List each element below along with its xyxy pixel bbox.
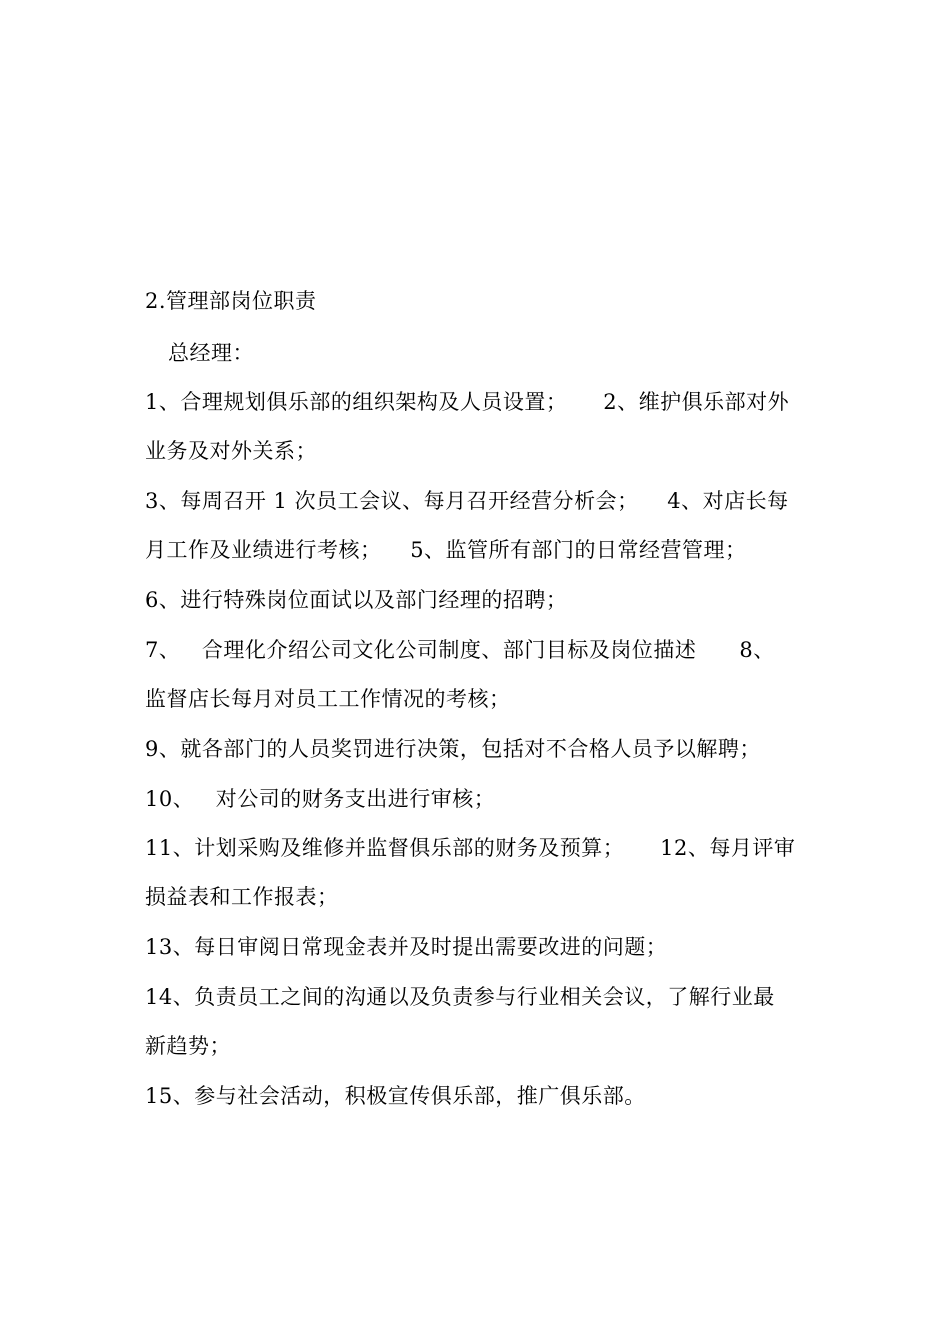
duty-line: 7、 合理化介绍公司文化公司制度、部门目标及岗位描述 8、 bbox=[145, 638, 775, 662]
duty-line: 11、计划采购及维修并监督俱乐部的财务及预算； 12、每月评审 bbox=[145, 836, 796, 860]
duty-line: 1、合理规划俱乐部的组织架构及人员设置； 2、维护俱乐部对外 bbox=[145, 390, 790, 414]
role-title: 总经理： bbox=[168, 341, 254, 365]
duty-line: 9、就各部门的人员奖罚进行决策，包括对不合格人员予以解聘； bbox=[145, 737, 761, 761]
duty-line: 15、参与社会活动，积极宣传俱乐部，推广俱乐部。 bbox=[145, 1084, 646, 1108]
duty-line: 14、负责员工之间的沟通以及负责参与行业相关会议，了解行业最 bbox=[145, 985, 775, 1009]
duty-line: 3、每周召开 1 次员工会议、每月召开经营分析会； 4、对店长每 bbox=[145, 489, 789, 513]
duty-line: 新趋势； bbox=[145, 1034, 231, 1058]
section-heading: 2.管理部岗位职责 bbox=[145, 289, 317, 313]
duty-line: 13、每日审阅日常现金表并及时提出需要改进的问题； bbox=[145, 935, 668, 959]
duty-line: 6、进行特殊岗位面试以及部门经理的招聘； bbox=[145, 588, 568, 612]
duty-line: 月工作及业绩进行考核； 5、监管所有部门的日常经营管理； bbox=[145, 538, 747, 562]
duty-line: 10、 对公司的财务支出进行审核； bbox=[145, 787, 496, 811]
duty-line: 监督店长每月对员工工作情况的考核； bbox=[145, 687, 511, 711]
duty-line: 损益表和工作报表； bbox=[145, 885, 339, 909]
duty-line: 业务及对外关系； bbox=[145, 439, 317, 463]
